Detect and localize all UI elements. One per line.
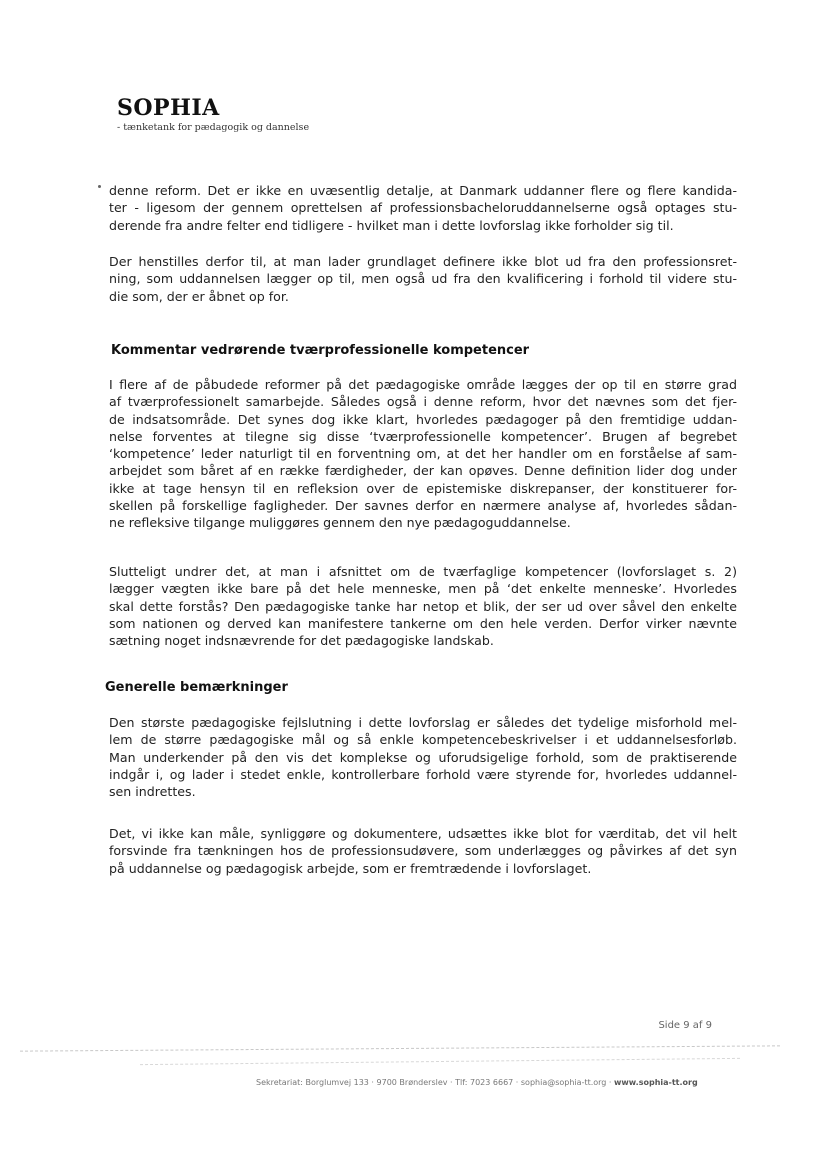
section-heading-interprofessional: Kommentar vedrørende tværprofessionelle kompetencer: [111, 343, 530, 358]
text-line: Der henstilles derfor til, at man lader grundlaget definere ikke blot ud fra den professionsret-: [109, 254, 737, 269]
text-line: ‘kompetence’ leder naturligt til en forventning om, at det her handler om en forståelse af sam-: [109, 446, 737, 462]
text-line: Man underkender på den vis det komplekse og uforudsigelige forhold, som de praktiserende: [109, 749, 737, 765]
text-line: lem de større pædagogiske mål og så enkle kompetencebeskrivelser i et uddannelsesforløb.: [109, 732, 737, 748]
text-line: arbejdet som båret af en række færdigheder, der kan opøves. Denne definition lider dog under: [109, 463, 737, 479]
body-text: [105, 0, 737, 1169]
paragraph-interprofessional-1: [109, 376, 737, 532]
text-line: Det, vi ikke kan måle, synliggøre og dokumentere, udsættes ikke blot for værditab, det vil helt: [109, 826, 737, 841]
section-heading-general: Generelle bemærkninger: [105, 680, 288, 695]
text-line: ne refleksive tilgange muliggøres gennem den nye pædagoguddannelse.: [109, 515, 571, 531]
text-line: I flere af de påbudede reformer på det pædagogiske område lægges der op til en større grad: [109, 377, 737, 392]
brand-tagline: - tænketank for pædagogik og dannelse: [117, 122, 310, 133]
paragraph-interprofessional-2: [109, 563, 737, 649]
text-line: sætning noget indsnævrende for det pædagogiske landskab.: [109, 633, 494, 649]
brand-name: SOPHIA: [117, 95, 220, 121]
paragraph-recommendation: [109, 253, 737, 305]
text-line: lægger vægten ikke bare på det hele menneske, men på ‘det enkelte menneske’. Hvorledes: [109, 581, 737, 597]
text-line: nelse forventes at tilegne sig disse ‘tværprofessionelle kompetencer’. Brugen af begrebet: [109, 428, 737, 444]
margin-dot: [98, 185, 101, 188]
text-line: die som, der er åbnet op for.: [109, 288, 289, 304]
paragraph-general-2: [109, 825, 737, 877]
text-line: som nationen og derved kan manifestere tankerne om den hele verden. Derfor virker nævnte: [109, 615, 737, 631]
text-line: på uddannelse og pædagogisk arbejde, som er fremtrædende i lovforslaget.: [109, 860, 592, 876]
text-line: indgår i, og lader i stedet enkle, kontrollerbare forhold være styrende for, hvorledes uddannel-: [109, 766, 737, 782]
text-line: sen indrettes.: [109, 784, 196, 800]
text-line: skellen på forskellige fagligheder. Der savnes derfor en nærmere analyse af, hvorledes sådan-: [109, 498, 737, 514]
text-line: skal dette forstås? Den pædagogiske tanke har netop et blik, der ser ud over såvel den enkelte: [109, 598, 737, 614]
text-line: denne reform. Det er ikke en uvæsentlig detalje, at Danmark uddanner flere og flere kandida-: [109, 183, 737, 198]
page-number: Side 9 af 9: [658, 1020, 712, 1031]
text-line: ter - ligesom der gennem oprettelsen af professionsbacheloruddannelserne også optages stu-: [109, 200, 737, 216]
text-line: ikke at tage hensyn til en refleksion over de epistemiske diskrepanser, der konstituerer for-: [109, 480, 737, 496]
text-line: af tværprofessionelt samarbejde. Således også i denne reform, hvor det nævnes som det fjer-: [109, 394, 737, 410]
footer-address: Sekretariat: Borglumvej 133 · 9700 Brønderslev · Tlf: 7023 6667 · sophia@sophia-tt.org ·: [256, 1078, 615, 1087]
text-line: de indsatsområde. Det synes dog ikke klart, hvorledes pædagoger på den fremtidige uddan-: [109, 411, 737, 427]
footer-website-link[interactable]: www.sophia-tt.org: [614, 1078, 698, 1087]
paragraph-continuation: [109, 182, 737, 234]
text-line: forsvinde fra tænkningen hos de professionsudøvere, som underlægges og påvirkes af det syn: [109, 843, 737, 859]
text-line: Slutteligt undrer det, at man i afsnittet om de tværfaglige kompetencer (lovforslaget s. 2): [109, 564, 737, 579]
paragraph-general-1: [109, 714, 737, 800]
footer-contact: [256, 1078, 698, 1087]
text-line: Den største pædagogiske fejlslutning i dette lovforslag er således det tydelige misforhold mel-: [109, 715, 737, 730]
text-line: ning, som uddannelsen lægger op til, men også ud fra den kvalificering i forhold til videre stu-: [109, 271, 737, 287]
text-line: derende fra andre felter end tidligere - hvilket man i dette lovforslag ikke forholder sig til.: [109, 217, 674, 233]
